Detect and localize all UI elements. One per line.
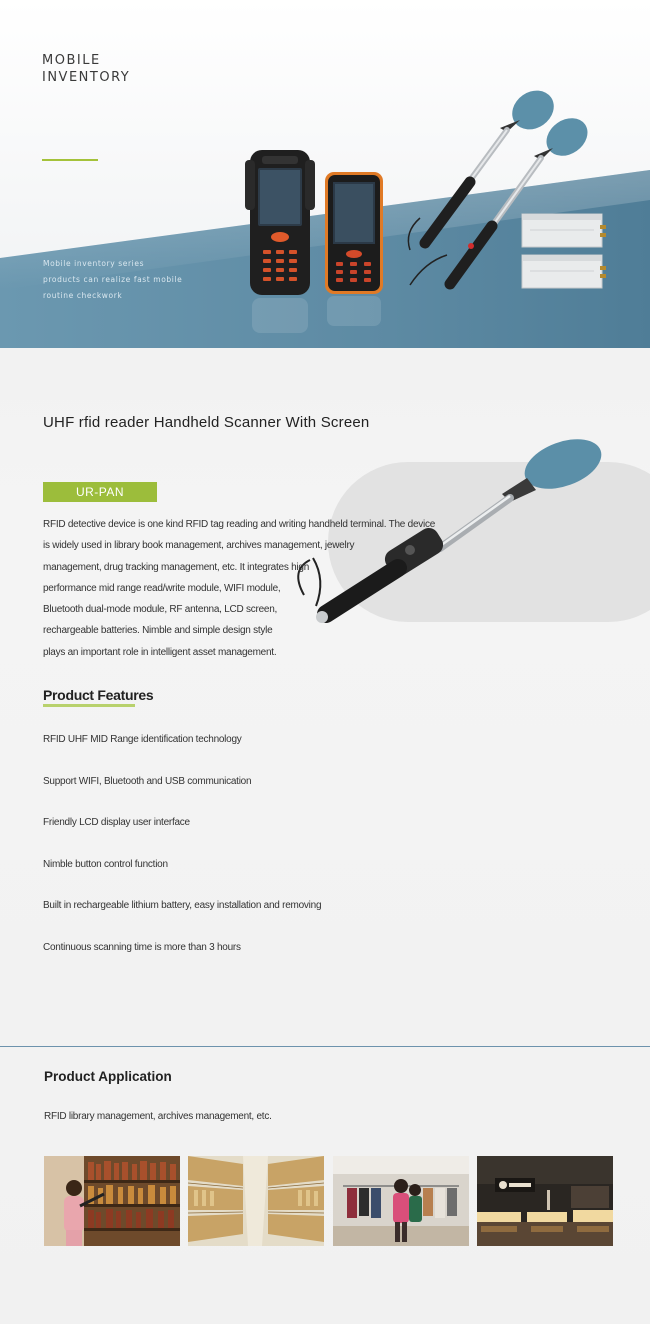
- product-title: UHF rfid reader Handheld Scanner With Screen: [43, 414, 370, 431]
- library-scanning-photo: [44, 1156, 180, 1246]
- description-line-6: rechargeable batteries. Nimble and simple design style: [43, 625, 273, 637]
- feature-item-6: Continuous scanning time is more than 3 hours: [43, 942, 241, 953]
- section-divider: [0, 1046, 650, 1047]
- hero-banner: [0, 0, 650, 348]
- hero-subtitle-line-1: Mobile inventory series: [43, 259, 145, 268]
- archive-shelves-photo: [188, 1156, 324, 1246]
- description-line-4: performance mid range read/write module, WIFI module,: [43, 582, 281, 594]
- feature-item-5: Built in rechargeable lithium battery, easy installation and removing: [43, 900, 322, 911]
- feature-item-3: Friendly LCD display user interface: [43, 817, 190, 828]
- description-line-5: Bluetooth dual-mode module, RF antenna, LCD screen,: [43, 604, 278, 616]
- handheld-pda-black-image: [245, 150, 315, 333]
- feature-item-1: RFID UHF MID Range identification technology: [43, 734, 242, 745]
- handheld-pda-orange-image: [325, 172, 383, 326]
- description-line-3: management, drug tracking management, etc. It integrates high: [43, 561, 310, 573]
- product-description: [43, 514, 435, 663]
- application-title: Product Application: [44, 1069, 172, 1084]
- features-title-underline: [43, 704, 135, 707]
- model-badge: UR-PAN: [43, 482, 157, 502]
- jewelry-store-photo: [477, 1156, 613, 1246]
- hero-subtitle-line-3: routine checkwork: [43, 291, 123, 300]
- hero-title-line-2: INVENTORY: [42, 70, 131, 85]
- features-title: Product Features: [43, 687, 154, 703]
- description-line-7: plays an important role in intelligent asset management.: [43, 646, 277, 658]
- clothing-store-photo: [333, 1156, 469, 1246]
- rfid-reader-module-image-2: [522, 255, 606, 288]
- application-description: RFID library management, archives management, etc.: [44, 1111, 272, 1122]
- hero-devices-image: [0, 0, 650, 348]
- feature-item-2: Support WIFI, Bluetooth and USB communication: [43, 776, 252, 787]
- rfid-reader-module-image-1: [522, 214, 606, 247]
- hero-title-line-1: MOBILE: [42, 53, 101, 68]
- feature-item-4: Nimble button control function: [43, 859, 168, 870]
- description-line-1: RFID detective device is one kind RFID tag reading and writing handheld terminal. The device: [43, 519, 436, 530]
- hero-subtitle-line-2: products can realize fast mobile: [43, 275, 183, 284]
- description-line-2: is widely used in library book management, archives management, jewelry: [43, 540, 355, 552]
